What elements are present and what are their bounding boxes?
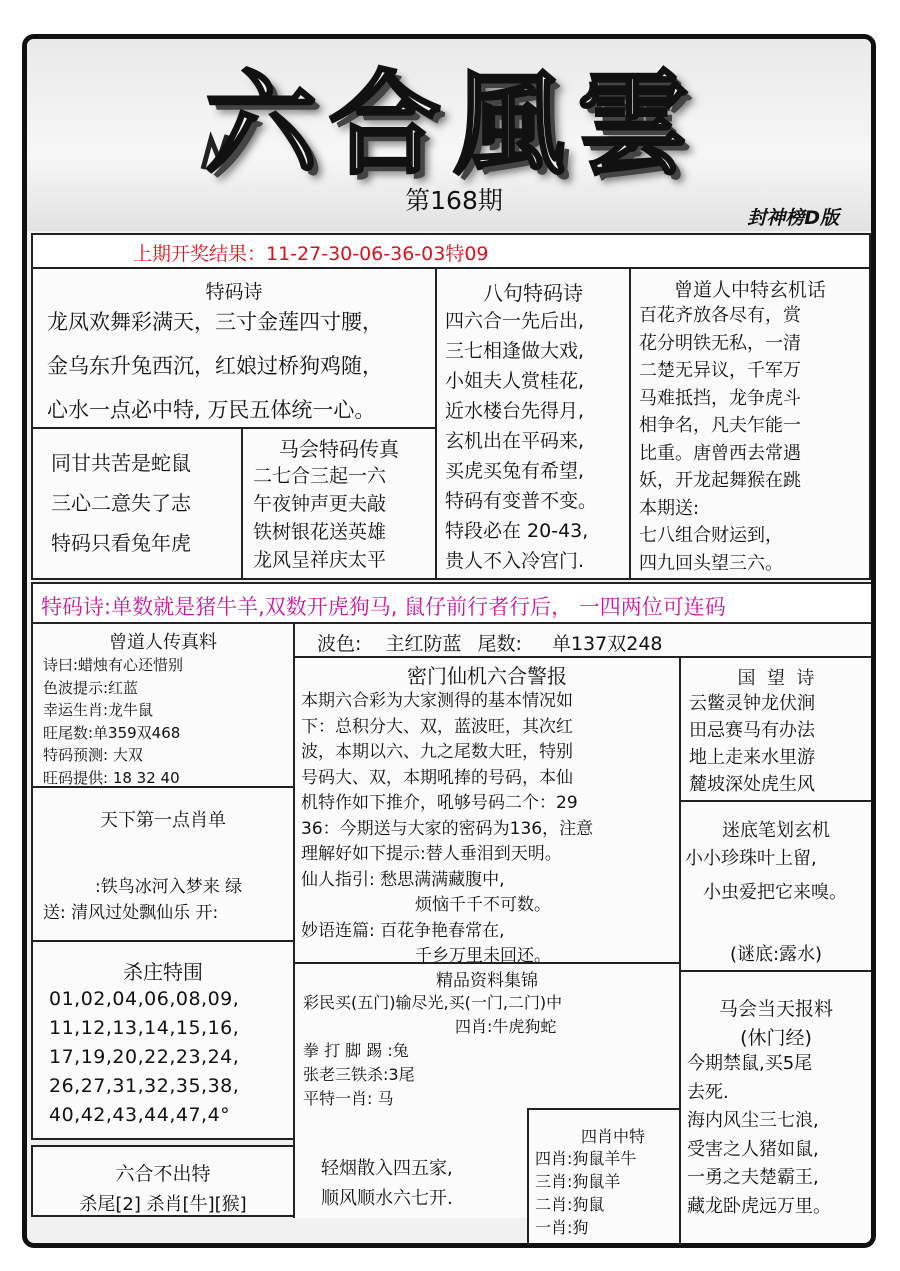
zengdao-fax-title: 曾道人传真料 — [109, 632, 217, 653]
midi-lines — [681, 842, 871, 910]
zengdao-xuanji-lines — [631, 302, 869, 577]
tianxia-lines — [33, 874, 293, 926]
zengdao-xuanji-box — [629, 267, 871, 580]
sixiao-line: 一肖:狗 — [535, 1218, 589, 1237]
liuhe-bucu-box — [31, 1145, 295, 1217]
masthead-logo: 六合風雲 — [205, 59, 701, 190]
tema-poem-box — [31, 267, 437, 429]
tonggan-line: 三心二意失了志 — [51, 491, 191, 515]
guowang-line: 云鳖灵钟龙伏涧 — [689, 693, 815, 714]
sixiao-line: 四肖:狗鼠羊牛 — [535, 1149, 637, 1168]
mimen-title: 密门仙机六合警报 — [407, 664, 567, 688]
fax-line: 诗曰:蜡烛有心还惜别 — [43, 656, 184, 674]
guowang-line: 麓坡深处虎生风 — [689, 774, 815, 795]
xuanji-line: 本期送: — [639, 497, 700, 519]
xuanji-line: 妖，开龙起舞猴在跳 — [639, 470, 801, 491]
issue-number: 第168期 — [405, 186, 503, 215]
newspaper-frame — [22, 34, 876, 1248]
tema-poem-line: 金乌东升兔西沉，红娘过桥狗鸡随， — [47, 354, 383, 378]
xuanji-line: 比重。唐曾西去常遇 — [639, 442, 801, 464]
shazhuang-line: 01,02,04,06,08,09, — [49, 988, 240, 1010]
xuanji-line: 七八组合财运到， — [639, 525, 783, 546]
zengdao-xuanji-title: 曾道人中特玄机话 — [673, 279, 826, 301]
sixiao-line: 二肖:狗鼠 — [535, 1195, 605, 1214]
mahui-today-subtitle: (休门经) — [740, 1027, 812, 1049]
bajv-poem-title: 八句特码诗 — [483, 281, 583, 305]
edition-label: 封神榜D版 — [747, 207, 839, 229]
wave-label: 波色: — [317, 633, 362, 655]
mimen-lines — [295, 689, 679, 964]
mimen-line: 妙语连篇: 百花争艳春常在, — [301, 920, 505, 941]
jingpin-line: 彩民买(五门)输尽光,买(一门,二门)中 — [303, 993, 563, 1012]
jingpin-box — [293, 962, 681, 1110]
jingpin-line: 四肖:牛虎狗蛇 — [455, 1017, 557, 1036]
mimen-line: 波，本期以六、九之尾数大旺，特别 — [301, 742, 573, 762]
mahui-today-title: 马会当天报料 — [718, 998, 833, 1020]
bajv-line: 贵人不入冷宫门. — [445, 550, 585, 572]
chuanzhen-line: 午夜钟声更夫敲 — [253, 493, 387, 515]
xuanji-line: 马难抵挡，龙争虎斗 — [639, 387, 801, 409]
guowang-box — [679, 656, 873, 802]
bajv-line: 特码有变普不变。 — [445, 490, 598, 512]
guowang-title: 国 望 诗 — [737, 668, 815, 689]
fax-line: 旺尾数:单359双468 — [43, 723, 181, 742]
mimen-line: 36：今期送与大家的密码为136，注意 — [301, 818, 594, 839]
bajv-line: 三七相逢做大戏, — [445, 340, 585, 362]
tonggan-line: 特码只看兔年虎 — [51, 531, 191, 555]
liuhe-bucu-line: 杀尾[2] 杀肖[牛][猴] — [79, 1194, 247, 1215]
xuanji-line: 百花齐放各尽有，赏 — [639, 305, 801, 326]
mimen-line: 本期六合彩为大家测得的基本情况如 — [301, 691, 573, 711]
fax-line: 特码预测: 大双 — [43, 746, 143, 764]
mimen-line: 机特作如下推介，吼够号码二个：29 — [301, 793, 578, 813]
bajv-line: 特段必在 20-43, — [445, 520, 589, 542]
bajv-poem-box — [435, 267, 631, 580]
qingyan-line: 顺风顺水六七开. — [321, 1188, 453, 1209]
fax-line: 幸运生肖:龙牛鼠 — [43, 701, 154, 719]
shazhuang-numbers — [33, 985, 293, 1130]
mimen-line: 下：总积分大、双，蓝波旺，其次红 — [301, 716, 573, 737]
shazhuang-line: 17,19,20,22,23,24, — [49, 1046, 240, 1068]
bajv-line: 买虎买兔有希望, — [445, 460, 585, 482]
tema-poem-title: 特码诗 — [205, 281, 263, 303]
fax-line: 旺码提供: 18 32 40 — [43, 768, 180, 787]
mahui-today-line: 去死. — [687, 1081, 729, 1103]
mimen-line: 烦恼千千不可数。 — [415, 895, 551, 915]
bajv-line: 四六合一先后出, — [445, 310, 585, 332]
sixiao-line: 三肖:狗鼠羊 — [535, 1172, 621, 1191]
midi-title: 迷底笔划玄机 — [722, 820, 830, 841]
bajv-poem-lines — [437, 306, 629, 576]
mahui-today-line: 受害之人猪如鼠, — [687, 1138, 819, 1160]
bajv-line: 近水楼台先得月, — [445, 400, 585, 422]
bajv-line: 玄机出在平码来, — [445, 430, 585, 452]
shazhuang-line: 40,42,43,44,47,4° — [49, 1104, 231, 1126]
chuanzhen-line: 龙风呈祥庆太平 — [253, 549, 387, 571]
last-draw-result: 上期开奖结果：11-27-30-06-36-03特09 — [31, 233, 871, 269]
mahui-chuanzhen-lines — [243, 462, 435, 574]
mimen-box — [293, 656, 681, 964]
sixiao-lines — [529, 1147, 679, 1239]
mimen-line: 千乡万里未回还。 — [415, 946, 551, 964]
chuanzhen-line: 铁树银花送英雄 — [253, 521, 387, 543]
mahui-today-line: 今期禁鼠,买5尾 — [687, 1053, 813, 1074]
jingpin-line: 张老三铁杀:3尾 — [303, 1065, 415, 1084]
xuanji-line: 四九回头望三六。 — [639, 552, 783, 574]
wave-color: 主红防蓝 — [385, 633, 462, 655]
mahui-today-line: 海内风尘三七浪, — [687, 1110, 819, 1131]
mahui-today-line: 一勇之夫楚霸王, — [687, 1167, 819, 1188]
mimen-line: 号码大、双，本期吼捧的号码，本仙 — [301, 767, 573, 788]
qingyan-box — [293, 1108, 529, 1218]
tonggan-line: 同甘共苦是蛇鼠 — [51, 451, 191, 475]
qingyan-line: 轻烟散入四五家, — [321, 1158, 453, 1179]
tail-value: 单137双248 — [551, 633, 663, 655]
wave-color-line — [295, 624, 871, 656]
tianxia-title: 天下第一点肖单 — [100, 810, 226, 831]
tema-poem-lines — [33, 300, 435, 429]
tema-poem-line: 心水一点必中特, 万民五体统一心。 — [47, 398, 376, 422]
jingpin-title: 精品资料集锦 — [436, 971, 538, 991]
jingpin-line: 拳 打 脚 踢 :兔 — [303, 1041, 409, 1060]
mahui-today-lines — [681, 1050, 871, 1221]
guowang-lines — [681, 690, 871, 798]
sixiao-title: 四肖中特 — [581, 1127, 646, 1146]
shazhuang-line: 11,12,13,14,15,16, — [49, 1017, 240, 1039]
midi-line: 小小珍珠叶上留, — [685, 848, 817, 869]
tianxia-line: :铁鸟冰河入梦来 绿 — [95, 877, 243, 897]
tema-poem-line: 龙凤欢舞彩满天，三寸金莲四寸腰， — [47, 310, 383, 334]
midi-answer: (谜底:露水) — [729, 944, 823, 965]
xuanji-line: 花分明铁无私，一清 — [639, 332, 801, 354]
mahui-today-line: 藏龙卧虎远万里。 — [687, 1195, 831, 1217]
shazhuang-title: 杀庄特围 — [123, 960, 203, 984]
qingyan-lines — [295, 1108, 527, 1214]
midi-box — [679, 800, 873, 972]
tonggan-box — [31, 427, 243, 580]
liuhe-bucu-title: 六合不出特 — [115, 1163, 211, 1185]
tail-label: 尾数: — [477, 633, 522, 655]
guowang-line: 田忌赛马有办法 — [689, 720, 815, 741]
mimen-line: 理解好如下提示:替人垂泪到天明。 — [301, 844, 562, 864]
guowang-line: 地上走来水里游 — [689, 747, 815, 768]
xuanji-line: 二楚无异议，千军万 — [639, 360, 801, 381]
midi-line: 小虫爱把它来嗅。 — [703, 882, 847, 903]
jingpin-lines — [295, 991, 679, 1110]
sixiao-box — [527, 1108, 681, 1248]
fax-line: 色波提示:红蓝 — [43, 678, 139, 697]
tonggan-lines — [33, 429, 241, 563]
mimen-line: 仙人指引: 愁思满满藏腹中, — [301, 869, 505, 890]
tianxia-line: 送: 清风过处飘仙乐 开: — [43, 903, 219, 923]
shazhuang-line: 26,27,31,32,35,38, — [49, 1075, 240, 1097]
tema-hint-banner: 特码诗:单数就是猪牛羊,双数开虎狗马, 鼠仔前行者行后， 一四两位可连码 — [31, 582, 873, 624]
wave-color-box — [293, 622, 873, 658]
zengdao-fax-box — [31, 622, 295, 788]
chuanzhen-line: 二七合三起一六 — [253, 465, 387, 487]
jingpin-line: 平特一肖: 马 — [303, 1089, 394, 1108]
tianxia-box — [31, 786, 295, 942]
mahui-chuanzhen-box — [241, 427, 437, 580]
shazhuang-box — [31, 940, 295, 1140]
xuanji-line: 相争名，凡夫乍能一 — [639, 415, 801, 436]
mahui-chuanzhen-title: 马会特码传真 — [279, 437, 399, 461]
bajv-line: 小姐夫人赏桂花, — [445, 370, 585, 392]
zengdao-fax-lines — [33, 654, 293, 788]
mahui-today-box — [679, 970, 873, 1248]
